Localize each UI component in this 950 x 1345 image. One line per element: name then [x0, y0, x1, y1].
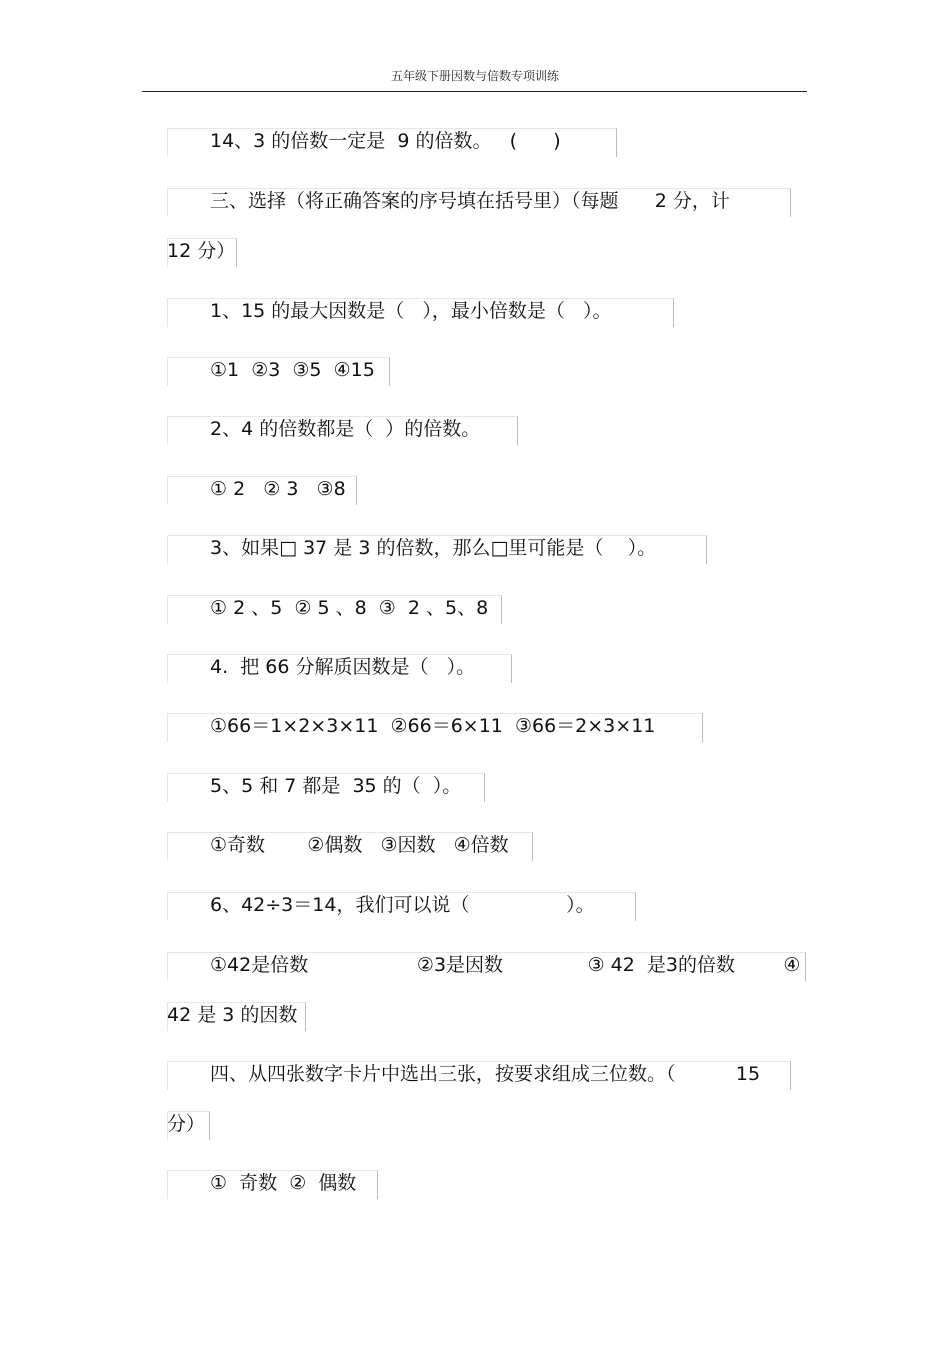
question-2-options: ① 2 ② 3 ③8	[210, 478, 346, 500]
question-5-options: ①奇数 ②偶数 ③因数 ④倍数	[210, 834, 509, 856]
question-5: 5、5 和 7 都是 35 的（ ）。	[210, 775, 462, 797]
question-6-options: ①42是倍数 ②3是因数 ③ 42 是3的倍数 ④	[210, 954, 801, 976]
page-header-title: 五年级下册因数与倍数专项训练	[390, 69, 559, 83]
section-4-title: 四、从四张数字卡片中选出三张，按要求组成三位数。（ 15	[210, 1063, 761, 1085]
header-divider	[142, 91, 807, 92]
section-3-title-cont: 12 分）	[167, 240, 236, 262]
question-3-options: ① 2 、5 ② 5 、8 ③ 2 、5、8	[210, 597, 489, 619]
section-4-options: ① 奇数 ② 偶数	[210, 1172, 357, 1194]
question-3: 3、如果□ 37 是 3 的倍数，那么□里可能是（ ）。	[210, 537, 657, 559]
section-4-title-cont: 分）	[167, 1113, 206, 1135]
question-4: 4. 把 66 分解质因数是（ ）。	[210, 656, 476, 678]
question-1: 1、15 的最大因数是（ ），最小倍数是（ ）。	[210, 300, 612, 322]
question-6-options-cont: 42 是 3 的因数	[167, 1004, 298, 1026]
question-2: 2、4 的倍数都是（ ）的倍数。	[210, 418, 481, 440]
section-3-title: 三、选择（将正确答案的序号填在括号里）（每题 2 分，计	[210, 190, 730, 212]
question-1-options: ①1 ②3 ③5 ④15	[210, 359, 375, 381]
question-14: 14、3 的倍数一定是 9 的倍数。 ( )	[210, 130, 561, 152]
question-4-options: ①66＝1×2×3×11 ②66＝6×11 ③66＝2×3×11	[210, 715, 656, 737]
question-6: 6、42÷3＝14，我们可以说（ ）。	[210, 894, 595, 916]
